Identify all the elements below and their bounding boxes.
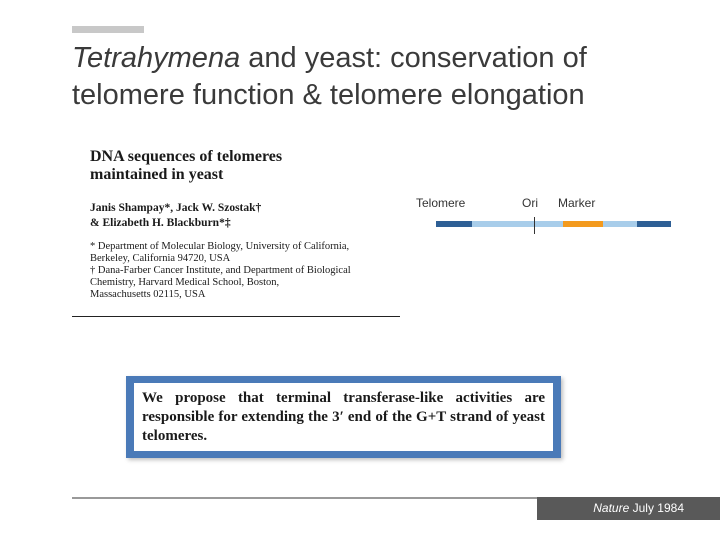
plasmid-diagram: [410, 196, 680, 246]
paper-title: DNA sequences of telomeres maintained in yeast: [90, 148, 283, 183]
ori-label: Ori: [522, 196, 538, 210]
telomere-label: Telomere: [416, 196, 466, 210]
marker-segment: [563, 221, 603, 227]
ori-marker-line: [534, 217, 535, 234]
paper-divider: [72, 316, 400, 317]
citation-journal: Nature: [593, 501, 630, 515]
slide-title-italic: Tetrahymena: [72, 42, 241, 74]
telomere-segment-left: [436, 221, 472, 227]
marker-label: Marker: [558, 196, 596, 210]
slide-title-text: and yeast: conservation of telomere function & telomere elongation: [72, 42, 587, 111]
paper-header-excerpt: [90, 148, 395, 301]
paper-affiliations: * Department of Molecular Biology, University of California, Berkeley, California 94720, USA † Dana-Farber Cancer Institute, and Department of Biological Chemistry, Harvard Medical School, Boston, Massachusetts 02115, USA: [90, 241, 351, 300]
paper-authors: Janis Shampay*, Jack W. Szostak† & Elizabeth H. Blackburn*‡: [90, 202, 262, 229]
citation-date: July 1984: [632, 501, 684, 515]
slide-title: [72, 40, 692, 114]
quote-text: We propose that terminal transferase-like activities are responsible for extending the 3′ end of the G+T strand of yeast telomeres.: [134, 383, 553, 451]
telomere-segment-right: [637, 221, 671, 227]
title-accent-bar: [72, 26, 144, 33]
citation: [537, 497, 720, 520]
plasmid-segment-right: [603, 221, 637, 227]
quote-frame: [126, 376, 561, 458]
